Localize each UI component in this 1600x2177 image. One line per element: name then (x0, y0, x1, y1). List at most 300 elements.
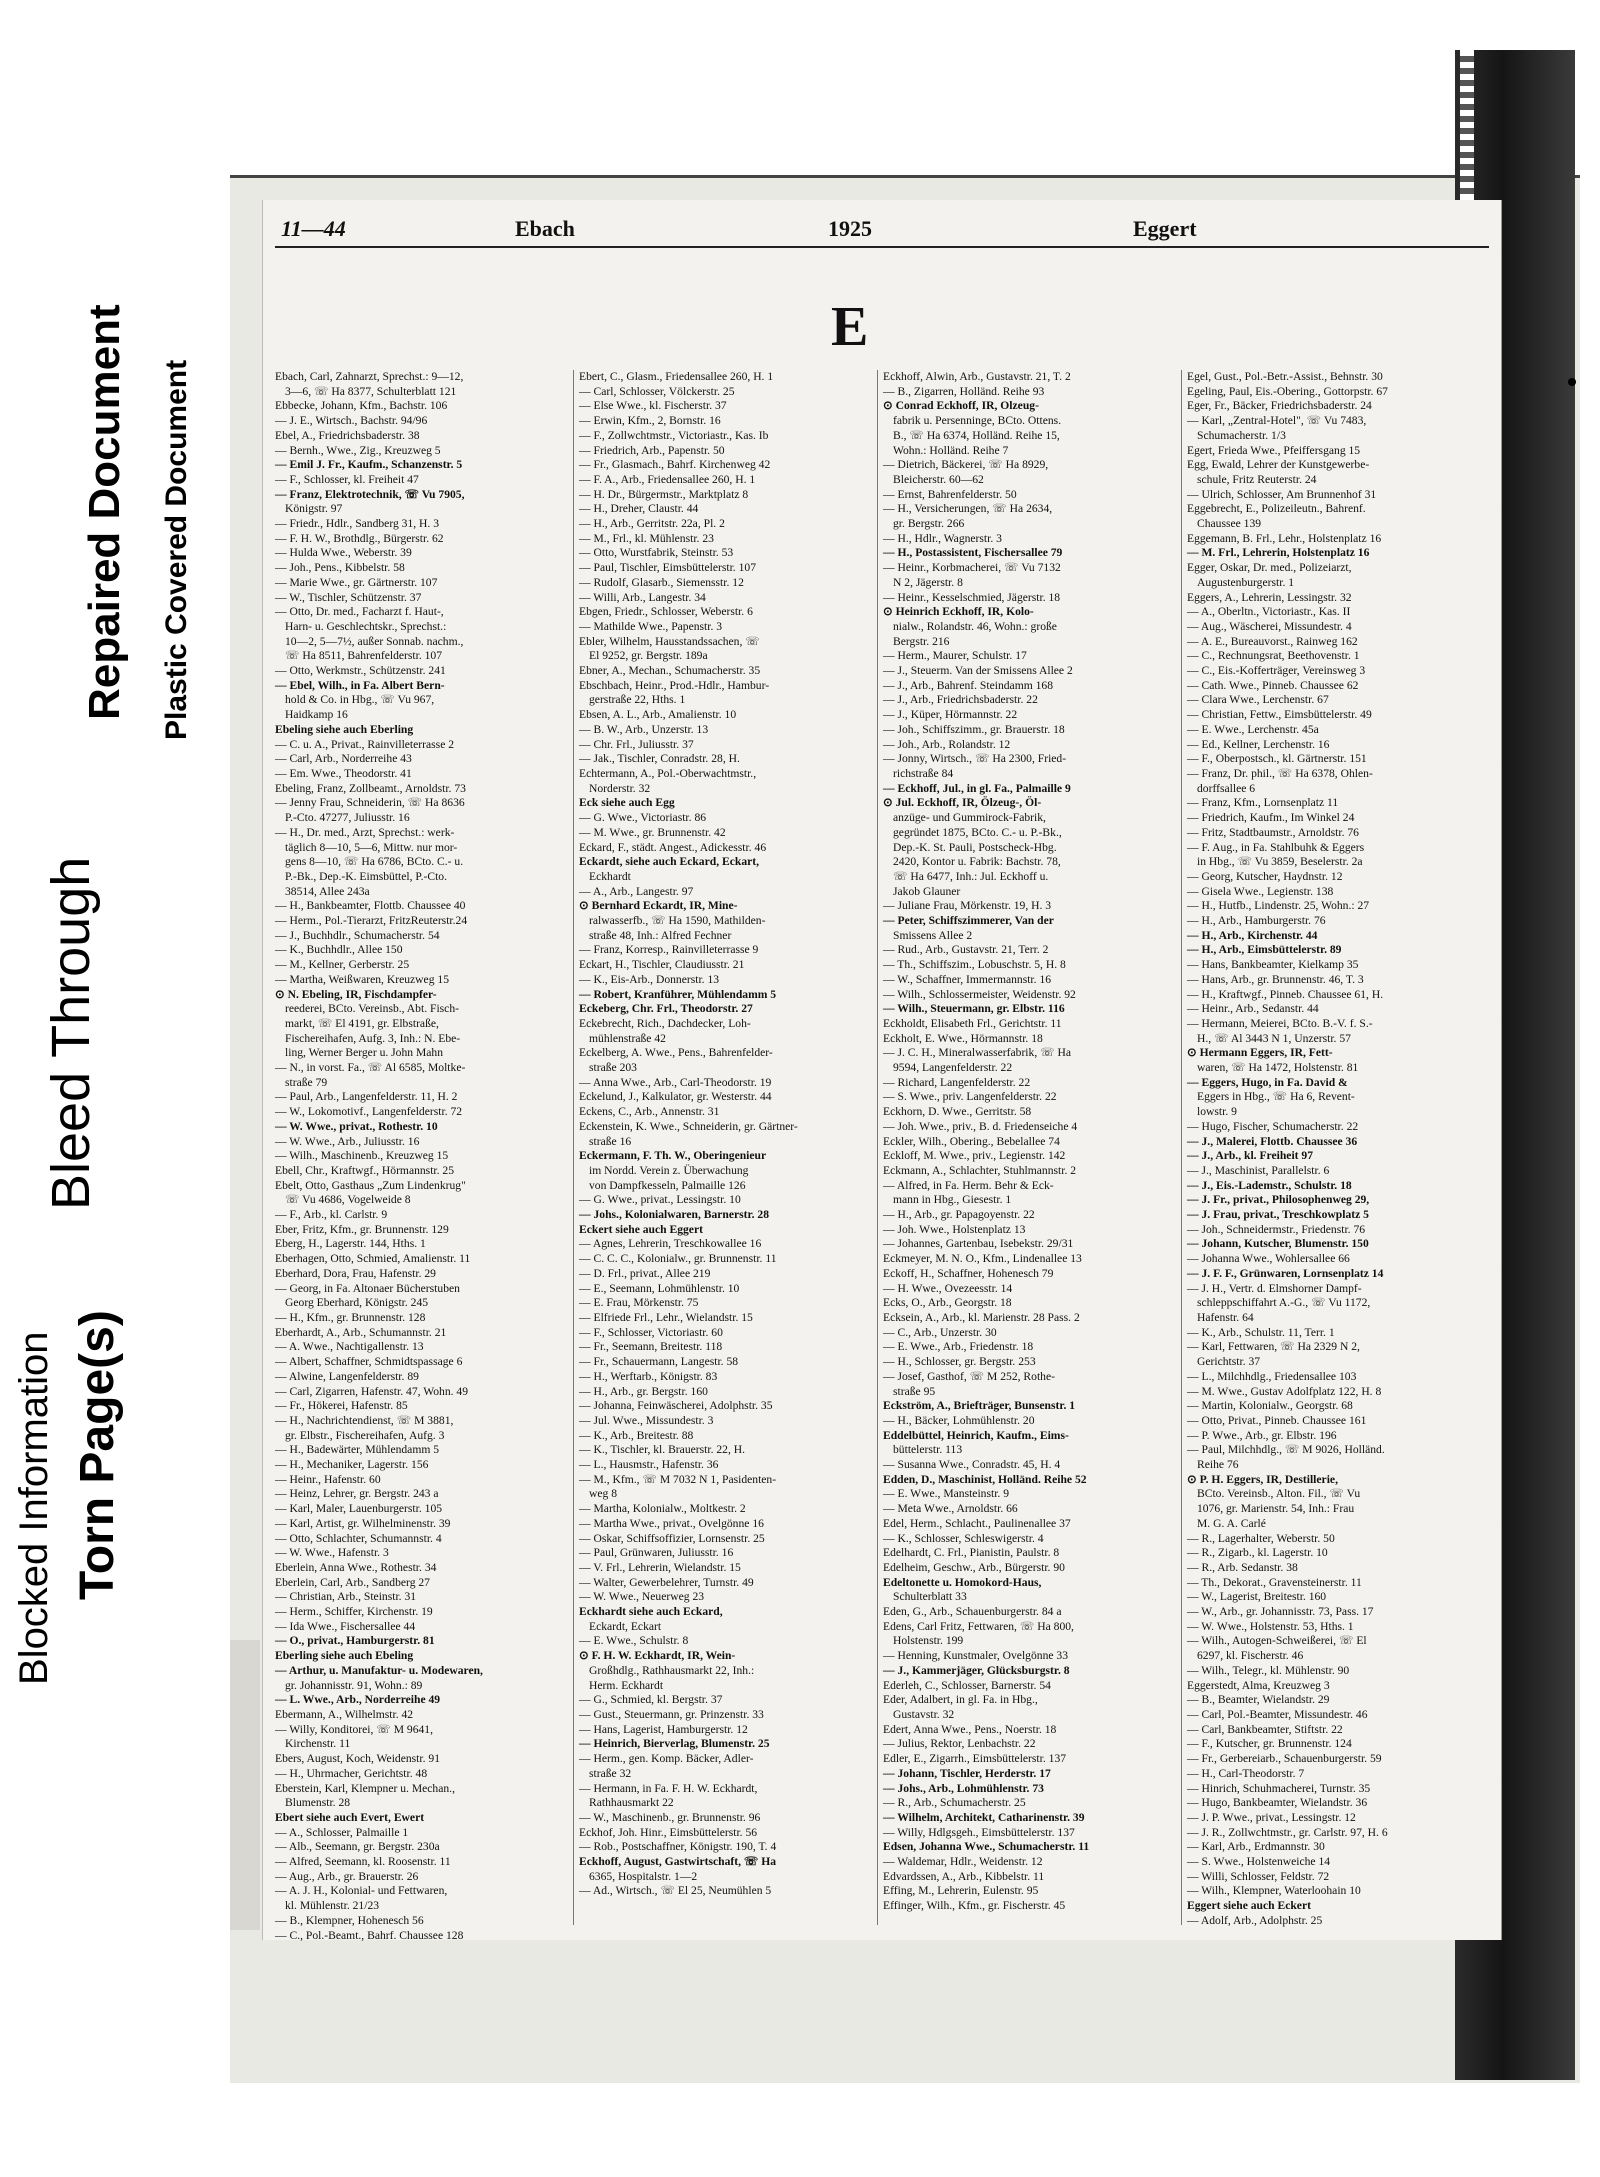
directory-entry-line: — Carl, Zigarren, Hafenstr. 47, Wohn. 49 (275, 1384, 469, 1398)
directory-entry-line: Eckardt, Eckart (589, 1619, 662, 1633)
directory-entry-line: — R., Arb. Sedanstr. 38 (1187, 1560, 1298, 1574)
directory-entry-line: — Josef, Gasthof, ☏ M 252, Rothe- (883, 1369, 1055, 1383)
directory-entry-line: — M., Frl., kl. Mühlenstr. 23 (579, 531, 714, 545)
directory-entry-line: — Th., Dekorat., Gravensteinerstr. 11 (1187, 1575, 1362, 1589)
directory-entry-line: ☏ Ha 8511, Bahrenfelderstr. 107 (285, 649, 443, 663)
directory-entry-line: Bergstr. 216 (893, 634, 950, 648)
directory-entry-line: Augustenburgerstr. 1 (1197, 575, 1295, 589)
directory-entry-line: — H., Arb., gr. Bergstr. 160 (579, 1384, 708, 1398)
directory-entry-line: — Fr., Gerbereiarb., Schauenburgerstr. 59 (1187, 1752, 1382, 1766)
header-year: 1925 (828, 216, 872, 241)
directory-entry-line: — B., Zigarren, Holländ. Reihe 93 (883, 384, 1045, 398)
directory-entry-line: — Paul, Grünwaren, Juliusstr. 16 (579, 1546, 734, 1560)
directory-entry-line: Georg Eberhard, Königstr. 245 (285, 1296, 429, 1310)
directory-entry-line: — Paul, Arb., Langenfelderstr. 11, H. 2 (275, 1090, 458, 1104)
directory-entry-line: — J., Kammerjäger, Glücksburgstr. 8 (883, 1663, 1070, 1677)
directory-entry-line: — F., Arb., kl. Carlstr. 9 (275, 1208, 388, 1222)
header-first-entry: Ebach (515, 216, 575, 241)
directory-entry-line: Ederleh, C., Schlosser, Barnerstr. 54 (883, 1678, 1051, 1692)
directory-entry-line: — Friedr., Hdlr., Sandberg 31, H. 3 (275, 517, 440, 531)
directory-entry-line: — W. Wwe., Arb., Juliusstr. 16 (275, 1134, 420, 1148)
directory-entry-line: — Juliane Frau, Mörkenstr. 19, H. 3 (883, 899, 1052, 913)
directory-entry-line: — Heinr., Hafenstr. 60 (275, 1472, 381, 1486)
directory-entry-line: — Walter, Gewerbelehrer, Turnstr. 49 (579, 1575, 754, 1589)
directory-entry-line: — Dietrich, Bäckerei, ☏ Ha 8929, (883, 458, 1049, 472)
directory-entry-line: — Hans, Arb., gr. Brunnenstr. 46, T. 3 (1187, 972, 1364, 986)
directory-entry-line: — C., Eis.-Kofferträger, Vereinsweg 3 (1187, 664, 1366, 678)
directory-entry-line: Egger, Oskar, Dr. med., Polizeiarzt, (1187, 561, 1352, 575)
directory-entry-line: — Johs., Arb., Lohmühlenstr. 73 (883, 1781, 1044, 1795)
directory-entry-line: im Nordd. Verein z. Überwachung (589, 1163, 749, 1177)
directory-entry-line: B., ☏ Ha 6374, Holländ. Reihe 15, (893, 428, 1060, 442)
directory-entry-line: Edert, Anna Wwe., Pens., Noerstr. 18 (883, 1722, 1057, 1736)
directory-entry-line: — Wilhelm, Architekt, Catharinenstr. 39 (883, 1810, 1085, 1824)
directory-entry-line: — J. F. F., Grünwaren, Lornsenplatz 14 (1187, 1266, 1384, 1280)
directory-entry-line: — Alb., Seemann, gr. Bergstr. 230a (275, 1840, 440, 1854)
directory-entry-line: — Adolf, Arb., Adolphstr. 25 (1187, 1913, 1323, 1927)
directory-entry-line: Herm. Eckhardt (589, 1678, 664, 1692)
directory-entry-line: Egel, Gust., Pol.-Betr.-Assist., Behnstr. 30 (1187, 370, 1383, 383)
directory-entry-line: — M. Wwe., gr. Brunnenstr. 42 (579, 825, 726, 839)
directory-entry-line: — W. Wwe., Neuerweg 23 (579, 1590, 705, 1604)
header-rule (275, 246, 1489, 248)
directory-entry-line: — K., Arb., Schulstr. 11, Terr. 1 (1187, 1325, 1335, 1339)
directory-entry-line: — E. Wwe., Lerchenstr. 45a (1187, 722, 1319, 736)
directory-entry-line: — H., Arb., Gerritstr. 22a, Pl. 2 (579, 517, 725, 531)
directory-entry-line: — W., Tischler, Schützenstr. 37 (275, 590, 422, 604)
directory-entry-line: ⊙ Heinrich Eckhoff, IR, Kolo- (883, 605, 1034, 619)
directory-entry-line: Eckholt, E. Wwe., Hörmannstr. 18 (883, 1031, 1043, 1045)
directory-entry-line: — Heinr., Arb., Sedanstr. 44 (1187, 1002, 1319, 1016)
directory-column-3 (883, 370, 1175, 1925)
directory-entry-line: — Johanna, Feinwäscherei, Adolphstr. 35 (579, 1399, 773, 1413)
page-header (263, 210, 1501, 250)
archival-condition-labels (0, 250, 240, 1700)
directory-entry-line: — W., Schaffner, Immermannstr. 16 (883, 972, 1052, 986)
directory-entry-line: Rathhausmarkt 22 (589, 1796, 674, 1810)
directory-entry-line: Ebeling, Franz, Zollbeamt., Arnoldstr. 73 (275, 781, 466, 795)
directory-entry-line: — Peter, Schiffszimmerer, Van der (883, 914, 1054, 928)
directory-entry-line: — F., Oberpostsch., kl. Gärtnerstr. 151 (1187, 752, 1367, 766)
directory-entry-line: — G. Wwe., Victoriastr. 86 (579, 811, 707, 825)
directory-entry-line: — J., Malerei, Flottb. Chaussee 36 (1187, 1134, 1358, 1148)
directory-entry-line: — E., Seemann, Lohmühlenstr. 10 (579, 1281, 740, 1295)
directory-entry-line: — M., Kfm., ☏ M 7032 N 1, Pasidenten- (579, 1472, 777, 1486)
directory-entry-line: — Jul. Wwe., Missundestr. 3 (579, 1413, 714, 1427)
directory-entry-line: ⊙ Hermann Eggers, IR, Fett- (1187, 1046, 1333, 1060)
directory-entry-line: — C. C. C., Kolonialw., gr. Brunnenstr. 11 (579, 1252, 777, 1266)
directory-entry-line: — Joh., Arb., Rolandstr. 12 (883, 737, 1011, 751)
section-letter: E (831, 296, 869, 358)
directory-entry-line: — Hans, Lagerist, Hamburgerstr. 12 (579, 1722, 748, 1736)
directory-entry-line: — Erwin, Kfm., 2, Bornstr. 16 (579, 414, 721, 428)
directory-entry-line: — B., Klempner, Hohenesch 56 (275, 1913, 424, 1927)
directory-entry-line: — H., Kraftwgf., Pinneb. Chaussee 61, H. (1187, 987, 1384, 1001)
directory-entry-line: — Richard, Langenfelderstr. 22 (883, 1075, 1031, 1089)
directory-entry-line: Eckebrecht, Rich., Dachdecker, Loh- (579, 1016, 751, 1030)
directory-entry-line: — Willy, Hdlgsgeh., Eimsbüttelerstr. 137 (883, 1825, 1075, 1839)
directory-entry-line: — M. Frl., Lehrerin, Holstenplatz 16 (1187, 546, 1370, 560)
directory-entry-line: 9594, Langenfelderstr. 22 (893, 1061, 1013, 1075)
directory-entry-line: — Friedrich, Kaufm., Im Winkel 24 (1187, 811, 1355, 825)
directory-entry-line: — B., Beamter, Wielandstr. 29 (1187, 1693, 1330, 1707)
directory-entry-line: — K., Tischler, kl. Brauerstr. 22, H. (579, 1443, 746, 1457)
directory-entry-line: — Mathilde Wwe., Papenstr. 3 (579, 619, 723, 633)
directory-entry-line: — Marie Wwe., gr. Gärtnerstr. 107 (275, 575, 438, 589)
directory-entry-line: — Em. Wwe., Theodorstr. 41 (275, 766, 412, 780)
directory-entry-line: — Bernh., Wwe., Zig., Kreuzweg 5 (275, 443, 441, 457)
directory-entry-line: mann in Hbg., Giesestr. 1 (893, 1193, 1012, 1207)
directory-entry-line: ⊙ Conrad Eckhoff, IR, Olzeug- (883, 399, 1039, 413)
directory-entry-line: 2420, Kontor u. Fabrik: Bachstr. 78, (893, 855, 1061, 869)
directory-entry-line: — Agnes, Lehrerin, Treschkowallee 16 (579, 1237, 762, 1251)
directory-entry-line: — W., Lokomotivf., Langenfelderstr. 72 (275, 1105, 463, 1119)
directory-entry-line: — J., Eis.-Lademstr., Schulstr. 18 (1187, 1178, 1352, 1192)
directory-entry-line: — H., Badewärter, Mühlendamm 5 (275, 1443, 440, 1457)
directory-entry-line: Eck siehe auch Egg (579, 796, 675, 810)
directory-entry-line: Ebschbach, Heinr., Prod.-Hdlr., Hambur- (579, 678, 770, 692)
directory-entry-line: Ebbecke, Johann, Kfm., Bachstr. 106 (275, 399, 448, 413)
directory-entry-line: — Christian, Arb., Steinstr. 31 (275, 1590, 417, 1604)
directory-entry-line: — G., Schmied, kl. Bergstr. 37 (579, 1693, 723, 1707)
directory-entry-line: Eckardt, siehe auch Eckard, Eckart, (579, 855, 760, 869)
directory-entry-line: — Carl, Pol.-Beamter, Missundestr. 46 (1187, 1707, 1368, 1721)
directory-entry-line: — J., Steuerm. Van der Smissens Allee 2 (883, 664, 1073, 678)
directory-entry-line: Eberling siehe auch Ebeling (275, 1649, 414, 1663)
directory-entry-line: — Chr. Frl., Juliusstr. 37 (579, 737, 694, 751)
directory-entry-line: — Fritz, Stadtbaumstr., Arnoldstr. 76 (1187, 825, 1359, 839)
directory-entry-line: Eberhagen, Otto, Schmied, Amalienstr. 11 (275, 1252, 471, 1266)
directory-entry-line: — Robert, Kranführer, Mühlendamm 5 (579, 987, 777, 1001)
directory-entry-line: Eckström, A., Briefträger, Bunsenstr. 1 (883, 1399, 1076, 1413)
directory-entry-line: Eckens, C., Arb., Annenstr. 31 (579, 1105, 720, 1119)
directory-entry-line: — Hulda Wwe., Weberstr. 39 (275, 546, 412, 560)
directory-entry-line: Schulterblatt 33 (893, 1590, 967, 1604)
directory-column-1 (275, 370, 567, 1942)
directory-entry-line: — J. Fr., privat., Philosophenweg 29, (1187, 1193, 1370, 1207)
directory-entry-line: Edden, D., Maschinist, Holländ. Reihe 52 (883, 1472, 1087, 1486)
directory-entry-line: — J. H., Vertr. d. Elmshorner Dampf- (1187, 1281, 1362, 1295)
directory-entry-line: N 2, Jägerstr. 8 (893, 575, 963, 589)
directory-entry-line: Ecks, O., Arb., Georgstr. 18 (883, 1296, 1012, 1310)
directory-entry-line: schleppschiffahrt A.-G., ☏ Vu 1172, (1197, 1296, 1371, 1310)
directory-entry-line: — Heinz, Lehrer, gr. Bergstr. 243 a (275, 1487, 439, 1501)
directory-entry-line: 3—6, ☏ Ha 8377, Schulterblatt 121 (285, 384, 457, 398)
directory-entry-line: — V. Frl., Lehrerin, Wielandstr. 15 (579, 1560, 741, 1574)
directory-entry-line: — Ernst, Bahrenfelderstr. 50 (883, 487, 1017, 501)
directory-entry-line: — K., Buchhdlr., Allee 150 (275, 943, 403, 957)
directory-entry-line: straße 32 (589, 1766, 632, 1780)
directory-entry-line: Eggerstedt, Alma, Kreuzweg 3 (1187, 1678, 1330, 1692)
directory-entry-line: — Johs., Kolonialwaren, Barnerstr. 28 (579, 1208, 770, 1222)
directory-entry-line: — Waldemar, Hdlr., Weidenstr. 12 (883, 1855, 1043, 1869)
column-divider (573, 370, 574, 1925)
directory-entry-line: — H., Versicherungen, ☏ Ha 2634, (883, 502, 1053, 516)
directory-entry-line: Edel, Herm., Schlacht., Paulinenallee 37 (883, 1516, 1071, 1530)
directory-entry-line: — Otto, Wurstfabrik, Steinstr. 53 (579, 546, 734, 560)
directory-entry-line: Königstr. 97 (285, 502, 343, 516)
directory-entry-line: — Gisela Wwe., Legienstr. 138 (1187, 884, 1334, 898)
directory-entry-line: — Franz, Kfm., Lornsenplatz 11 (1187, 796, 1339, 810)
directory-entry-line: Gustavstr. 32 (893, 1707, 955, 1721)
directory-entry-line: — Rud., Arb., Gustavstr. 21, Terr. 2 (883, 943, 1049, 957)
directory-entry-line: Eger, Fr., Bäcker, Friedrichsbaderstr. 24 (1187, 399, 1372, 413)
directory-entry-line: — F. A., Arb., Friedensallee 260, H. 1 (579, 472, 756, 486)
directory-entry-line: — R., Arb., Schumacherstr. 25 (883, 1796, 1026, 1810)
directory-entry-line: — H., Werftarb., Königstr. 83 (579, 1369, 718, 1383)
directory-entry-line: Eckhorn, D. Wwe., Gerritstr. 58 (883, 1105, 1032, 1119)
directory-entry-line: — P. Wwe., Arb., gr. Elbstr. 196 (1187, 1428, 1337, 1442)
directory-entry-line: — J., Arb., Bahrenf. Steindamm 168 (883, 678, 1054, 692)
directory-entry-line: — Joh., Schneidermstr., Friedenstr. 76 (1187, 1222, 1366, 1236)
directory-entry-line: — L., Milchhdlg., Friedensallee 103 (1187, 1369, 1357, 1383)
directory-entry-line: BCto. Vereinsb., Alton. Fil., ☏ Vu (1197, 1487, 1361, 1501)
directory-entry-line: — F., Kutscher, gr. Brunnenstr. 124 (1187, 1737, 1352, 1751)
directory-entry-line: M. G. A. Carlé (1197, 1516, 1266, 1530)
directory-entry-line: straße 48, Inh.: Alfred Fechner (589, 928, 732, 942)
directory-entry-line: markt, ☏ El 4191, gr. Elbstraße, (285, 1016, 439, 1030)
directory-entry-line: Echtermann, A., Pol.-Oberwachtmstr., (579, 766, 757, 780)
directory-entry-line: — F., Schlosser, Victoriastr. 60 (579, 1325, 723, 1339)
directory-entry-line: Edler, E., Zigarrh., Eimsbüttelerstr. 137 (883, 1752, 1067, 1766)
directory-entry-line: Eckloff, M. Wwe., priv., Legienstr. 142 (883, 1149, 1066, 1163)
directory-entry-line: Fischereihafen, Aufg. 3, Inh.: N. Ebe- (285, 1031, 461, 1045)
directory-entry-line: — Willy, Konditorei, ☏ M 9641, (275, 1722, 433, 1736)
directory-entry-line: — O., privat., Hamburgerstr. 81 (275, 1634, 435, 1648)
directory-entry-line: gegründet 1875, BCto. C.- u. P.-Bk., (893, 825, 1062, 839)
directory-entry-line: Eckhoff, August, Gastwirtschaft, ☏ Ha (579, 1855, 777, 1869)
directory-column-2 (579, 370, 871, 1925)
directory-entry-line: Norderstr. 32 (589, 781, 651, 795)
directory-entry-line: — Jak., Tischler, Conradstr. 28, H. (579, 752, 740, 766)
directory-entry-line: — Christian, Fettw., Eimsbüttelerstr. 49 (1187, 708, 1372, 722)
directory-entry-line: Ebler, Wilhelm, Hausstandssachen, ☏ (579, 634, 760, 648)
directory-entry-line: — Johannes, Gartenbau, Isebekstr. 29/31 (883, 1237, 1074, 1251)
directory-entry-line: ⊙ Jul. Eckhoff, IR, Ölzeug-, Öl- (883, 796, 1042, 810)
directory-entry-line: — Martha, Kolonialw., Moltkestr. 2 (579, 1502, 746, 1516)
directory-entry-line: — Eggers, Hugo, in Fa. David & (1187, 1075, 1348, 1089)
directory-entry-line: — Wilh., Schlossermeister, Weidenstr. 92 (883, 987, 1076, 1001)
directory-entry-line: Ebell, Chr., Kraftwgf., Hörmannstr. 25 (275, 1163, 455, 1177)
directory-entry-line: Edsen, Johanna Wwe., Schumacherstr. 11 (883, 1840, 1090, 1854)
directory-entry-line: Ebers, August, Koch, Weidenstr. 91 (275, 1752, 441, 1766)
directory-entry-line: Eckholdt, Elisabeth Frl., Gerichtstr. 11 (883, 1016, 1062, 1030)
directory-entry-line: Eckmann, A., Schlachter, Stuhlmannstr. 2 (883, 1163, 1077, 1177)
directory-entry-line: gens 8—10, ☏ Ha 6786, BCto. C.- u. (285, 855, 464, 869)
directory-entry-line: — H. Wwe., Ovezeesstr. 14 (883, 1281, 1013, 1295)
directory-entry-line: Blumenstr. 28 (285, 1796, 351, 1810)
header-last-entry: Eggert (1133, 216, 1197, 241)
directory-entry-line: Chaussee 139 (1197, 517, 1262, 531)
directory-entry-line: — Oskar, Schiffsoffizier, Lornsenstr. 25 (579, 1531, 765, 1545)
directory-entry-line: — Heinr., Korbmacherei, ☏ Vu 7132 (883, 561, 1061, 575)
directory-entry-line: Ebeling siehe auch Eberling (275, 722, 414, 736)
directory-entry-line: — Otto, Privat., Pinneb. Chaussee 161 (1187, 1413, 1367, 1427)
directory-entry-line: — Th., Schiffszim., Lobuschstr. 5, H. 8 (883, 958, 1066, 972)
directory-entry-line: — W. Wwe., privat., Rothestr. 10 (275, 1119, 438, 1133)
directory-entry-line: — H., Arb., Hamburgerstr. 76 (1187, 914, 1326, 928)
directory-entry-line: — R., Lagerhalter, Weberstr. 50 (1187, 1531, 1335, 1545)
directory-entry-line: Holstenstr. 199 (893, 1634, 964, 1648)
directory-entry-line: — J. P. Wwe., privat., Lessingstr. 12 (1187, 1810, 1356, 1824)
directory-entry-line: — Aug., Wäscherei, Missundestr. 4 (1187, 619, 1352, 633)
directory-entry-line: Eddelbüttel, Heinrich, Kaufm., Eims- (883, 1428, 1069, 1442)
directory-entry-line: — H., Kfm., gr. Brunnenstr. 128 (275, 1311, 426, 1324)
directory-entry-line: von Dampfkesseln, Palmaille 126 (589, 1178, 746, 1192)
directory-entry-line: — F., Zollwchtmstr., Victoriastr., Kas. Ib (579, 428, 769, 442)
directory-entry-line: — Joh. Wwe., Holstenplatz 13 (883, 1222, 1026, 1236)
directory-entry-line: — J., Maschinist, Parallelstr. 6 (1187, 1163, 1330, 1177)
directory-entry-line: — Willi, Arb., Langestr. 34 (579, 590, 706, 604)
directory-entry-line: — Johann, Kutscher, Blumenstr. 150 (1187, 1237, 1369, 1251)
directory-entry-line: Haidkamp 16 (285, 708, 348, 722)
directory-entry-line: — Rudolf, Glasarb., Siemensstr. 12 (579, 575, 744, 589)
directory-entry-line: ⊙ Bernhard Eckardt, IR, Mine- (579, 899, 738, 913)
directory-entry-line: — Martha, Weißwaren, Kreuzweg 15 (275, 972, 449, 986)
directory-entry-line: — E. Wwe., Mansteinstr. 9 (883, 1487, 1010, 1501)
directory-entry-line: — A., Schlosser, Palmaille 1 (275, 1825, 409, 1839)
directory-entry-line: Eber, Fritz, Kfm., gr. Brunnenstr. 129 (275, 1222, 449, 1236)
directory-entry-line: — H., Uhrmacher, Gerichtstr. 48 (275, 1766, 428, 1780)
directory-entry-line: Hafenstr. 64 (1197, 1311, 1254, 1324)
directory-entry-line: P.-Cto. 47277, Juliusstr. 16 (285, 811, 410, 825)
binding-edge (1460, 50, 1474, 200)
directory-entry-line: ralwasserfb., ☏ Ha 1590, Mathilden- (589, 914, 766, 928)
directory-entry-line: — D. Frl., privat., Allee 219 (579, 1266, 711, 1280)
directory-entry-line: — Ad., Wirtsch., ☏ El 25, Neumühlen 5 (579, 1884, 772, 1898)
directory-entry-line: schule, Fritz Reuterstr. 24 (1197, 472, 1317, 486)
directory-entry-line: — J. E., Wirtsch., Bachstr. 94/96 (275, 414, 428, 428)
directory-entry-line: 6365, Hospitalstr. 1—2 (589, 1869, 698, 1883)
directory-entry-line: reederei, BCto. Vereinsb., Abt. Fisch- (285, 1002, 459, 1016)
directory-entry-line: H., ☏ Al 3443 N 1, Unzerstr. 57 (1197, 1031, 1351, 1045)
directory-entry-line: gerstraße 22, Hths. 1 (589, 693, 686, 707)
directory-entry-line: — H., Mechaniker, Lagerstr. 156 (275, 1458, 429, 1472)
directory-entry-line: — F. Aug., in Fa. Stahlbuhk & Eggers (1187, 840, 1365, 854)
directory-entry-line: — J. C. H., Mineralwasserfabrik, ☏ Ha (883, 1046, 1072, 1060)
directory-entry-line: — Meta Wwe., Arnoldstr. 66 (883, 1502, 1018, 1516)
directory-entry-line: — J., Arb., kl. Freiheit 97 (1187, 1149, 1314, 1163)
directory-entry-line: — Hugo, Fischer, Schumacherstr. 22 (1187, 1119, 1359, 1133)
directory-entry-line: 38514, Allee 243a (285, 884, 370, 898)
directory-entry-line: Schumacherstr. 1/3 (1197, 428, 1286, 442)
directory-entry-line: 6297, kl. Fischerstr. 46 (1197, 1649, 1304, 1663)
directory-entry-line: Kirchenstr. 11 (285, 1737, 351, 1751)
directory-entry-line: — Alfred, in Fa. Herm. Behr & Eck- (883, 1178, 1054, 1192)
directory-entry-line: Wohn.: Holländ. Reihe 7 (893, 443, 1009, 457)
directory-entry-line: — Jonny, Wirtsch., ☏ Ha 2300, Fried- (883, 752, 1067, 766)
directory-entry-line: Edvardssen, A., Arb., Kibbelstr. 11 (883, 1869, 1045, 1883)
directory-entry-line: — H., Nachrichtendienst, ☏ M 3881, (275, 1413, 454, 1427)
directory-entry-line: — J. R., Zollwchtmstr., gr. Carlstr. 97, H. 6 (1187, 1825, 1388, 1839)
directory-entry-line: — S. Wwe., priv. Langenfelderstr. 22 (883, 1090, 1057, 1104)
directory-entry-line: — Karl, Maler, Lauenburgerstr. 105 (275, 1502, 443, 1516)
directory-entry-line: mühlenstraße 42 (589, 1031, 666, 1045)
directory-entry-line: — H., Postassistent, Fischersallee 79 (883, 546, 1063, 560)
directory-entry-line: — Wilh., Telegr., kl. Mühlenstr. 90 (1187, 1663, 1350, 1677)
directory-entry-line: — Heinrich, Bierverlag, Blumenstr. 25 (579, 1737, 770, 1751)
directory-entry-line: — H. Dr., Bürgermstr., Marktplatz 8 (579, 487, 749, 501)
directory-entry-line: — Susanna Wwe., Conradstr. 45, H. 4 (883, 1458, 1061, 1472)
directory-entry-line: — W., Lagerist, Breitestr. 160 (1187, 1590, 1327, 1604)
directory-entry-line: Eckert siehe auch Eggert (579, 1222, 703, 1236)
directory-entry-line: — Wilh., Maschinenb., Kreuzweg 15 (275, 1149, 449, 1163)
directory-entry-line: — Herm., Pol.-Tierarzt, FritzReuterstr.24 (275, 914, 468, 928)
directory-entry-line: Dep.-K. St. Pauli, Postscheck-Hbg. (893, 840, 1057, 854)
directory-entry-line: waren, ☏ Ha 1472, Holstenstr. 81 (1197, 1061, 1359, 1075)
directory-entry-line: — Willi, Schlosser, Feldstr. 72 (1187, 1869, 1330, 1883)
directory-entry-line: fabrik u. Persenninge, BCto. Ottens. (893, 414, 1062, 428)
directory-entry-line: — Alwine, Langenfelderstr. 89 (275, 1369, 419, 1383)
directory-entry-line: — Karl, Artist, gr. Wilhelminenstr. 39 (275, 1516, 451, 1530)
directory-entry-line: — C., Rechnungsrat, Beethovenstr. 1 (1187, 649, 1360, 663)
directory-entry-line: — F. H. W., Brothdlg., Bürgerstr. 62 (275, 531, 444, 545)
directory-entry-line: — Rob., Postschaffner, Königstr. 190, T. 4 (579, 1840, 777, 1854)
directory-entry-line: — H., Schlosser, gr. Bergstr. 253 (883, 1355, 1036, 1369)
directory-entry-line: — K., Eis-Arb., Donnerstr. 13 (579, 972, 720, 986)
directory-entry-line: — Otto, Werkmstr., Schützenstr. 241 (275, 664, 446, 678)
directory-entry-line: — Ida Wwe., Fischersallee 44 (275, 1619, 416, 1633)
directory-entry-line: — Elfriede Frl., Lehr., Wielandstr. 15 (579, 1311, 753, 1324)
directory-entry-line: — Paul, Tischler, Eimsbüttelerstr. 107 (579, 561, 756, 575)
directory-entry-line: — Alfred, Seemann, kl. Roosenstr. 11 (275, 1855, 451, 1869)
directory-entry-line: Eckelberg, A. Wwe., Pens., Bahrenfelder- (579, 1046, 773, 1060)
directory-entry-line: — Franz, Dr. phil., ☏ Ha 6378, Ohlen- (1187, 766, 1373, 780)
directory-entry-line: Eggemann, B. Frl., Lehr., Holstenplatz 16 (1187, 531, 1382, 545)
directory-entry-line: Ebach, Carl, Zahnarzt, Sprechst.: 9—12, (275, 370, 464, 383)
directory-entry-line: Eberhardt, A., Arb., Schumannstr. 21 (275, 1325, 447, 1339)
directory-entry-line: — Carl, Arb., Norderreihe 43 (275, 752, 412, 766)
directory-entry-line: — J., Küper, Hörmannstr. 22 (883, 708, 1018, 722)
directory-entry-line: Eckler, Wilh., Obering., Bebelallee 74 (883, 1134, 1060, 1148)
directory-entry-line: — Arthur, u. Manufaktur- u. Modewaren, (275, 1663, 483, 1677)
directory-entry-line: straße 203 (589, 1061, 637, 1075)
directory-entry-line: Egg, Ewald, Lehrer der Kunstgewerbe- (1187, 458, 1370, 472)
directory-entry-line: — Jenny Frau, Schneiderin, ☏ Ha 8636 (275, 796, 465, 810)
directory-entry-line: — Martha Wwe., privat., Ovelgönne 16 (579, 1516, 764, 1530)
directory-entry-line: — Hermann, Meierei, BCto. B.-V. f. S.- (1187, 1016, 1373, 1030)
directory-entry-line: — Carl, Bankbeamter, Stiftstr. 22 (1187, 1722, 1343, 1736)
directory-entry-line: — Karl, „Zentral-Hotel", ☏ Vu 7483, (1187, 414, 1367, 428)
directory-entry-line: El 9252, gr. Bergstr. 189a (589, 649, 708, 663)
directory-entry-line: — Fr., Schauermann, Langestr. 58 (579, 1355, 739, 1369)
directory-entry-line: Eberg, H., Lagerstr. 144, Hths. 1 (275, 1237, 426, 1251)
directory-entry-line: — R., Zigarb., kl. Lagerstr. 10 (1187, 1546, 1328, 1560)
directory-entry-line: — Wilh., Klempner, Waterloohain 10 (1187, 1884, 1361, 1898)
directory-entry-line: lowstr. 9 (1197, 1105, 1237, 1119)
directory-entry-line: — Georg, Kutscher, Haydnstr. 12 (1187, 869, 1343, 883)
directory-entry-line: — Fr., Hökerei, Hafenstr. 85 (275, 1399, 408, 1413)
directory-entry-line: — F., Schlosser, kl. Freiheit 47 (275, 472, 419, 486)
directory-entry-line: — Joh., Pens., Kibbelstr. 58 (275, 561, 405, 575)
directory-entry-line: Eberlein, Carl, Arb., Sandberg 27 (275, 1575, 430, 1589)
directory-entry-line: — C., Arb., Unzerstr. 30 (883, 1325, 997, 1339)
directory-entry-line: Eden, G., Arb., Schauenburgerstr. 84 a (883, 1605, 1062, 1619)
directory-entry-line: Eckermann, F. Th. W., Oberingenieur (579, 1149, 767, 1163)
directory-entry-line: — Gust., Steuermann, gr. Prinzenstr. 33 (579, 1707, 764, 1721)
directory-columns (275, 370, 1489, 1942)
directory-entry-line: — L. Wwe., Arb., Norderreihe 49 (275, 1693, 441, 1707)
directory-entry-line: — Paul, Milchhdlg., ☏ M 9026, Holländ. (1187, 1443, 1385, 1457)
directory-entry-line: — Hinrich, Schuhmacherei, Turnstr. 35 (1187, 1781, 1371, 1795)
directory-entry-line: — Ed., Kellner, Lerchenstr. 16 (1187, 737, 1330, 751)
directory-entry-line: Eggers in Hbg., ☏ Ha 6, Revent- (1197, 1090, 1355, 1104)
directory-entry-line: — J. Frau, privat., Treschkowplatz 5 (1187, 1208, 1369, 1222)
directory-entry-line: — Wilh., Autogen-Schweißerei, ☏ El (1187, 1634, 1367, 1648)
directory-entry-line: — A., Oberltn., Victoriastr., Kas. II (1187, 605, 1351, 619)
directory-entry-line: richstraße 84 (893, 766, 954, 780)
directory-entry-line: weg 8 (589, 1487, 618, 1501)
